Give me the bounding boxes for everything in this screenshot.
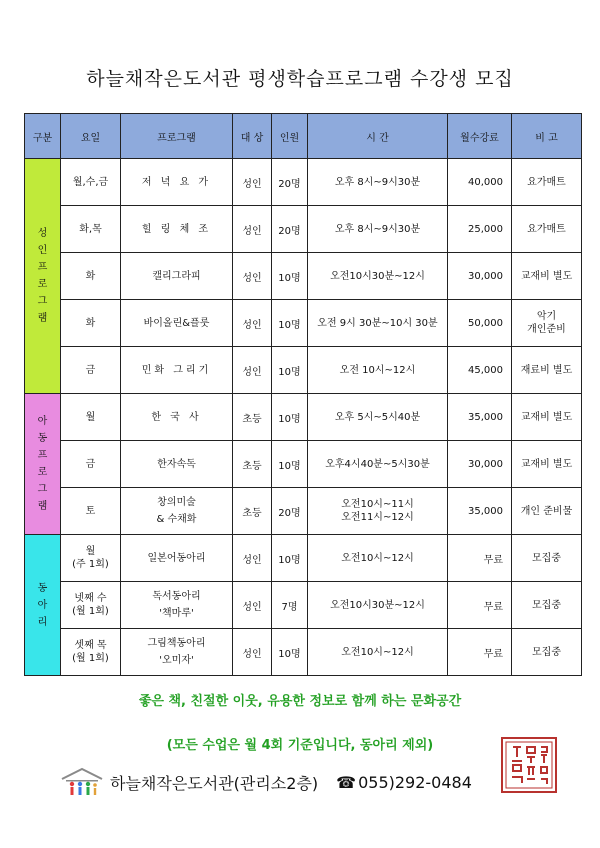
target-cell: 성인 <box>233 582 272 629</box>
slogan-text: 좋은 책, 친절한 이웃, 유용한 정보로 함께 하는 문화공간 <box>138 694 462 709</box>
cell-line: 모집중 <box>532 599 561 611</box>
day-cell <box>61 159 121 206</box>
cell-line: 한자속독 <box>157 458 196 470</box>
cell-line: 오전10시~11시 <box>341 499 414 510</box>
table-row <box>25 394 582 441</box>
table-row <box>25 535 582 582</box>
time-cell <box>308 347 448 394</box>
cell-line: 개인준비 <box>527 324 566 335</box>
day-cell <box>61 582 121 629</box>
cell-line: 저 녁 요 가 <box>141 176 212 188</box>
fee-cell: 무료 <box>448 582 512 629</box>
time-cell <box>308 300 448 347</box>
cell-line: (월 1회) <box>72 653 109 664</box>
cell-line: 모집중 <box>532 552 561 564</box>
program-table <box>24 113 582 676</box>
header-count: 인원 <box>272 114 308 159</box>
category-char: 성 <box>37 228 48 239</box>
cell-line: 오전10시30분~12시 <box>330 599 425 611</box>
count-cell: 10명 <box>272 535 308 582</box>
note-cell <box>512 441 582 488</box>
target-cell: 성인 <box>233 347 272 394</box>
program-cell <box>121 441 233 488</box>
time-cell <box>308 441 448 488</box>
cell-line: 민화 그리기 <box>141 364 212 376</box>
note-cell <box>512 159 582 206</box>
cell-line: 월 <box>85 546 96 557</box>
cell-line: '오미자' <box>159 655 194 666</box>
cell-line: 악기 <box>536 311 557 322</box>
fee-cell: 40,000 <box>448 159 512 206</box>
fee-cell: 45,000 <box>448 347 512 394</box>
day-cell <box>61 629 121 676</box>
time-cell <box>308 582 448 629</box>
table-row <box>25 347 582 394</box>
fee-cell: 30,000 <box>448 441 512 488</box>
time-cell <box>308 206 448 253</box>
category-char: 동 <box>37 582 48 594</box>
fee-cell: 무료 <box>448 535 512 582</box>
fee-cell: 35,000 <box>448 488 512 535</box>
category-club <box>25 535 61 676</box>
fee-cell: 무료 <box>448 629 512 676</box>
note-cell <box>512 582 582 629</box>
program-cell <box>121 347 233 394</box>
cell-line: & 수채화 <box>156 514 197 525</box>
program-cell <box>121 629 233 676</box>
cell-line: 오후4시40분~5시30분 <box>325 458 430 470</box>
day-cell <box>61 253 121 300</box>
cell-line: 교재비 별도 <box>520 270 573 282</box>
fee-cell: 35,000 <box>448 394 512 441</box>
cell-line: 화 <box>85 270 96 282</box>
category-char: 로 <box>37 467 48 478</box>
note-cell <box>512 253 582 300</box>
cell-line: 오전 10시~12시 <box>339 364 416 376</box>
cell-line: 요가매트 <box>527 176 566 188</box>
count-cell: 20명 <box>272 206 308 253</box>
table-row <box>25 300 582 347</box>
table-header-row <box>25 114 582 159</box>
cell-line: 오전10시30분~12시 <box>330 270 425 282</box>
category-char: 그 <box>37 484 48 495</box>
fee-cell: 25,000 <box>448 206 512 253</box>
program-cell <box>121 394 233 441</box>
count-cell: 10명 <box>272 300 308 347</box>
target-cell: 성인 <box>233 159 272 206</box>
footer <box>60 766 472 798</box>
table-row <box>25 441 582 488</box>
program-cell <box>121 253 233 300</box>
cell-line: 오전10시~12시 <box>341 646 414 658</box>
cell-line: 캘리그라피 <box>152 270 201 282</box>
cell-line: 창의미술 <box>157 497 196 508</box>
time-cell <box>308 253 448 300</box>
target-cell: 성인 <box>233 629 272 676</box>
fee-cell: 30,000 <box>448 253 512 300</box>
cell-line: 재료비 별도 <box>520 364 573 376</box>
cell-line: 오후 8시~9시30분 <box>334 176 421 188</box>
cell-line: 개인 준비물 <box>520 505 573 517</box>
cell-line: 금 <box>85 458 96 470</box>
count-cell: 10명 <box>272 629 308 676</box>
note-cell <box>512 488 582 535</box>
category-adult <box>25 159 61 394</box>
table-row <box>25 206 582 253</box>
cell-line: 셋째 목 <box>74 640 107 651</box>
note-cell <box>512 535 582 582</box>
header-category: 구분 <box>25 114 61 159</box>
cell-line: 오전11시~12시 <box>341 512 414 523</box>
cell-line: 그림책동아리 <box>147 638 206 649</box>
program-cell <box>121 488 233 535</box>
program-cell <box>121 159 233 206</box>
cell-line: 요가매트 <box>527 223 566 235</box>
target-cell: 성인 <box>233 253 272 300</box>
program-cell <box>121 206 233 253</box>
cell-line: 화 <box>85 317 96 329</box>
program-cell <box>121 535 233 582</box>
cell-line: 오전 9시 30분~10시 30분 <box>317 317 438 329</box>
library-logo-icon <box>60 767 104 797</box>
category-char: 프 <box>37 262 48 273</box>
table-row <box>25 629 582 676</box>
category-child <box>25 394 61 535</box>
program-cell <box>121 300 233 347</box>
day-cell <box>61 535 121 582</box>
header-note: 비 고 <box>512 114 582 159</box>
count-cell: 7명 <box>272 582 308 629</box>
library-name: 하늘채작은도서관(관리소2층) <box>110 773 319 793</box>
table-row <box>25 253 582 300</box>
target-cell: 초등 <box>233 488 272 535</box>
cell-line: (주 1회) <box>72 559 109 570</box>
cell-line: 오후 5시~5시40분 <box>334 411 421 423</box>
cell-line: 교재비 별도 <box>520 411 573 423</box>
note-cell <box>512 300 582 347</box>
category-char: 로 <box>37 279 48 290</box>
page-title: 하늘채작은도서관 평생학습프로그램 수강생 모집 <box>86 68 514 90</box>
target-cell: 초등 <box>233 441 272 488</box>
day-cell <box>61 300 121 347</box>
time-cell <box>308 159 448 206</box>
count-cell: 10명 <box>272 394 308 441</box>
header-target: 대 상 <box>233 114 272 159</box>
target-cell: 성인 <box>233 300 272 347</box>
cell-line: 오전10시~12시 <box>341 552 414 564</box>
category-char: 램 <box>37 313 48 324</box>
note-cell <box>512 347 582 394</box>
target-cell: 성인 <box>233 535 272 582</box>
header-fee: 월수강료 <box>448 114 512 159</box>
cell-line: 월,수,금 <box>72 176 109 188</box>
day-cell <box>61 441 121 488</box>
phone-number-group <box>336 773 472 792</box>
cell-line: '책마루' <box>159 608 194 619</box>
cell-line: 오후 8시~9시30분 <box>334 223 421 235</box>
category-char: 인 <box>37 245 48 256</box>
count-cell: 10명 <box>272 347 308 394</box>
cell-line: 교재비 별도 <box>520 458 573 470</box>
category-char: 동 <box>37 433 48 444</box>
library-seal-stamp <box>499 735 559 795</box>
category-char: 아 <box>37 599 48 611</box>
table-row <box>25 159 582 206</box>
cell-line: 한 국 사 <box>151 411 202 423</box>
category-char: 아 <box>37 416 48 427</box>
note-cell <box>512 394 582 441</box>
time-cell <box>308 535 448 582</box>
cell-line: 힐 링 체 조 <box>141 223 212 235</box>
program-cell <box>121 582 233 629</box>
day-cell <box>61 206 121 253</box>
phone-number: 055)292-0484 <box>358 772 472 792</box>
count-cell: 10명 <box>272 253 308 300</box>
cell-line: 월 <box>85 411 96 423</box>
count-cell: 20명 <box>272 488 308 535</box>
category-char: 프 <box>37 450 48 461</box>
target-cell: 성인 <box>233 206 272 253</box>
header-day: 요일 <box>61 114 121 159</box>
time-cell <box>308 394 448 441</box>
note-cell <box>512 629 582 676</box>
cell-line: 일본어동아리 <box>147 552 206 564</box>
count-cell: 20명 <box>272 159 308 206</box>
phone-icon: ☎ <box>336 772 357 792</box>
day-cell <box>61 488 121 535</box>
day-cell <box>61 347 121 394</box>
header-program: 프로그램 <box>121 114 233 159</box>
cell-line: (월 1회) <box>72 606 109 617</box>
table-row <box>25 488 582 535</box>
notice-text: (모든 수업은 월 4회 기준입니다, 동아리 제외) <box>166 738 434 753</box>
cell-line: 바이올린&플룻 <box>143 317 210 329</box>
fee-cell: 50,000 <box>448 300 512 347</box>
cell-line: 모집중 <box>532 646 561 658</box>
time-cell <box>308 629 448 676</box>
cell-line: 넷째 수 <box>74 593 107 604</box>
cell-line: 화,목 <box>79 223 102 235</box>
day-cell <box>61 394 121 441</box>
cell-line: 금 <box>85 364 96 376</box>
count-cell: 10명 <box>272 441 308 488</box>
category-char: 램 <box>37 501 48 512</box>
target-cell: 초등 <box>233 394 272 441</box>
note-cell <box>512 206 582 253</box>
category-char: 그 <box>37 296 48 307</box>
category-char: 리 <box>37 616 48 628</box>
table-row <box>25 582 582 629</box>
cell-line: 토 <box>85 505 96 517</box>
cell-line: 독서동아리 <box>152 591 201 602</box>
header-time: 시 간 <box>308 114 448 159</box>
time-cell <box>308 488 448 535</box>
